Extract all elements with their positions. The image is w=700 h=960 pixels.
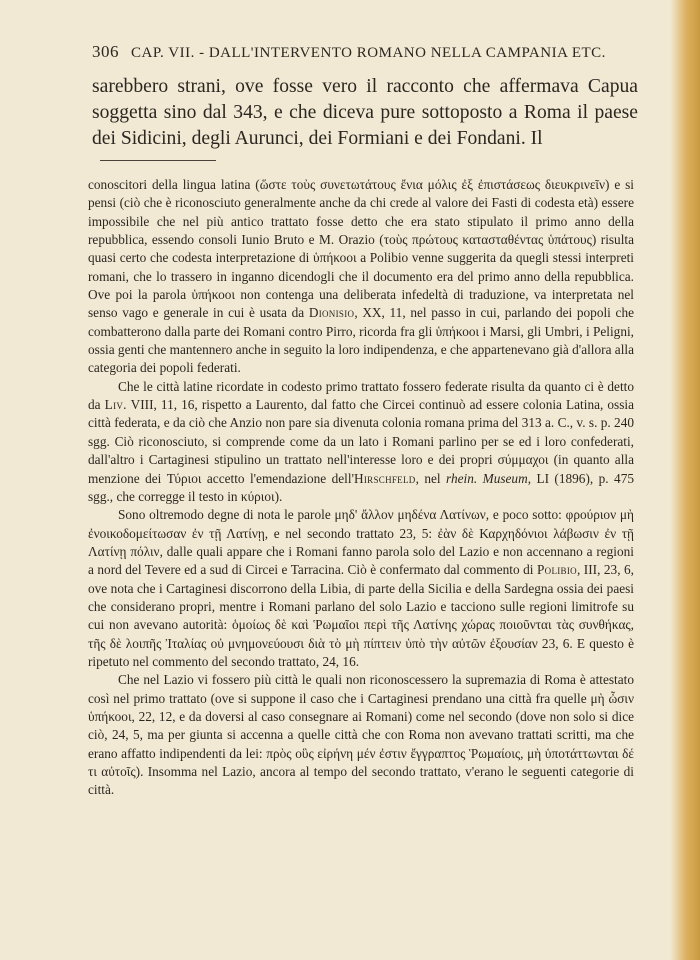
text-run: Che le città latine ricordate in codesto primo trattato fossero federate risulta da quanto ci è detto da: [88, 378, 634, 413]
main-text: sarebbero strani, ove fosse vero il racconto che affermava Capua soggetta sino dal 343, e che diceva pure sottoposto a Roma il paese dei Sidicini, degli Aurunci, dei Formiani e dei Fondani. Il: [92, 76, 638, 149]
text-run: VIII, 11, 16, rispetto a Laurento, dal fatto che Circei continuò ad essere colonia Latina, ossia città federata, e da ciò che Anzio non pare sia divenuta colonia romana prima del 313 a. C., v. s. p. 240 sgg. Ciò riconosciuto, si comprende come da un lato i Romani parlino per se ed i loro confederati, dall'altro i Cartaginesi stipulino un trattato nell'interesse loro e dei propri σύμμαχοι (in quanto alla menzione dei Τύριοι accetto l'emendazione dell': [88, 397, 634, 486]
text-run: Sono oltremodo degne di nota le parole μηδ' ἄλλον μηδένα Λατίνων, e poco sotto: φρούριον μὴ ἐνοικοδομείτωσαν ἐν τῇ Λατίνῃ, e nel secondo trattato 23, 5: ἐὰν δὲ Καρχηδόνιοι λάβωσιν ἐν τῇ Λατίνῃ πόλιν, dalle quali appare che i Romani fanno parola solo del Lazio e non accennano a regioni a nord del Tevere ed a sud di Circei e Tarracina. Ciò è confermato dal commento di: [88, 507, 634, 578]
author-name: Dionisio: [308, 305, 355, 321]
page-number: 306: [92, 42, 119, 61]
text-run: , nel: [415, 470, 447, 486]
footnote-paragraph: Che nel Lazio vi fossero più città le quali non riconoscessero la supremazia di Roma è attestato così nel primo trattato (ove si suppone il caso che i Cartaginesi prendano una città fra quelle μὴ ὦσιν ὑπήκοοι, 22, 12, e da doversi al caso consegnare ai Romani) come nel secondo (dove non solo si dice ciò, 24, 5, ma per giunta si accenna a quelle città che con Roma non avevano trattati scritti, ma che erano affatto indipendenti da lei: πρὸς οὓς εἰρήνη μέν ἐστιν ἔγγραπτος Ῥωμαίοις, μὴ ὑποτάττωνται δέ τι αὐτοῖς). Insomma nel Lazio, ancora al tempo del secondo trattato, v'erano le seguenti categorie di città.: [88, 672, 634, 798]
text-run: conoscitori della lingua latina (ὥστε τοὺς συνετωτάτους ἔνια μόλις ἐξ ἐπιστάσεως διευκρινεῖν) e si pensi (ciò che è riconosciuto generalmente anche da chi crede al valore dei Fasti di codesta età) essere impossibile che nel più antico trattato fosse detto che era stato stipulato il primo anno della repubblica, essendo consoli Iunio Bruto e M. Orazio (τοὺς πρώτους κατασταθέντας ὑπάτους) risulta quasi certo che codesta interpretazione di ὑπήκοοι a Polibio venne suggerita da quegli stessi interpreti romani, che lo trassero in inganno dicendogli che il documento era del primo anno della repubblica. Ove poi la parola ὑπήκοοι non contenga una deliberata infedeltà di traduzione, va interpretata nel senso vago e generale in cui è usata da: [88, 177, 634, 321]
footnote-separator: [100, 160, 216, 161]
running-title: CAP. VII. - DALL'INTERVENTO ROMANO NELLA CAMPANIA ETC.: [131, 45, 606, 61]
text-run: , III, 23, 6, ove nota che i Cartaginesi discorrono della Libia, di parte della Sicilia e della Sardegna ossia dei paesi che considerano propri, mentre i Romani parlano del solo Lazio e tacciono sulle regioni limitrofe su cui non avevano autorità: ὁμοίως δὲ καὶ Ῥωμαῖοι περὶ τῆς Λατίνης χώρας ποιοῦνται τὰς συνθήκας, τῆς δὲ λοιπῆς Ἰταλίας οὐ μνημονεύουσι διὰ τὸ μὴ πίπτειν ὑπὸ τὴν αὐτῶν ἐξουσίαν 23, 6. E questo è ripetuto nel commento del secondo trattato, 24, 16.: [88, 562, 635, 669]
page-spine-shadow: [670, 0, 700, 960]
footnote-paragraph: [88, 378, 634, 506]
author-name: Hirschfeld: [353, 470, 416, 486]
running-header: [92, 42, 652, 62]
text-run: , LI (1896), p. 475 sgg., che corregge il testo in κύριοι).: [88, 470, 634, 504]
footnotes: [88, 176, 634, 800]
footnote-paragraph: [88, 506, 634, 671]
footnote-paragraph: [88, 176, 634, 378]
author-name: Liv.: [104, 397, 127, 413]
text-run: , XX, 11, nel passo in cui, parlando dei popoli che combatterono dalla parte dei Romani contro Pirro, ricorda fra gli ὑπήκοοι i Marsi, gli Umbri, i Peligni, ossia genti che mantennero anche in seguito la loro indipendenza, e che appartenevano già d'allora alla categoria dei popoli federati.: [88, 305, 634, 376]
author-name: Polibio: [536, 562, 577, 578]
journal-title: rhein. Museum: [446, 470, 528, 486]
